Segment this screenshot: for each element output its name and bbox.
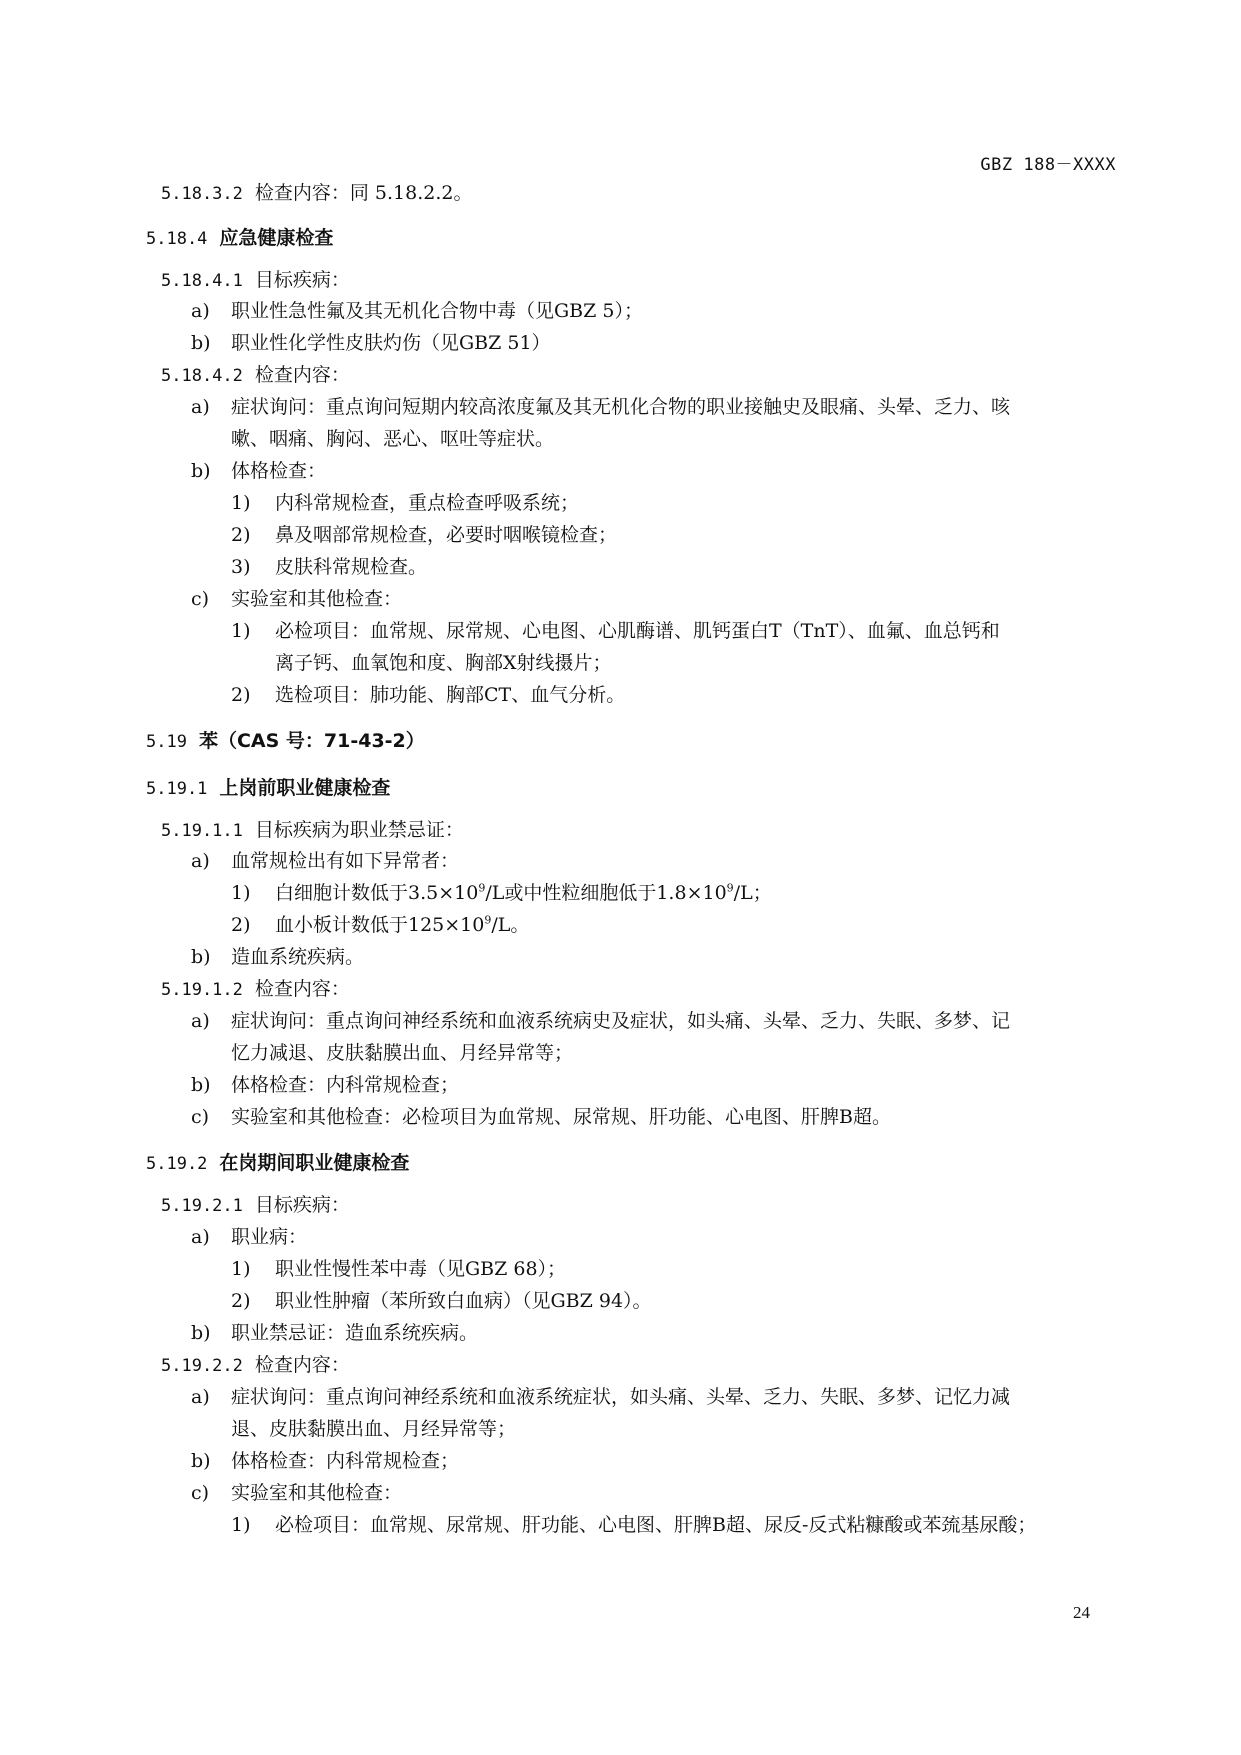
clause-5-18-4-1	[161, 267, 350, 294]
superscript: 9	[484, 913, 492, 927]
list-item	[191, 1448, 459, 1474]
list-marker: a)	[191, 1226, 210, 1248]
list-marker: b)	[191, 460, 211, 482]
page-number: 24	[1073, 1603, 1090, 1622]
sub-list-item	[231, 490, 579, 516]
sub-list-item-text-c: /L；	[733, 882, 772, 904]
clause-text: 检查内容：	[254, 1354, 350, 1376]
clause-text: 目标疾病为职业禁忌证：	[254, 819, 464, 841]
sub-list-item	[231, 912, 529, 938]
list-item	[191, 1104, 891, 1130]
clause-5-19-2-1	[161, 1192, 350, 1219]
sub-list-item-text: 选检项目：肺功能、胸部CT、血气分析。	[275, 684, 626, 706]
list-item	[191, 394, 1010, 420]
list-item-text: 症状询问：重点询问短期内较高浓度氟及其无机化合物的职业接触史及眼痛、头晕、乏力、咳	[231, 396, 1011, 418]
section-heading-5-19	[146, 728, 425, 755]
list-item-text: 体格检查：内科常规检查；	[231, 1074, 460, 1096]
clause-text: 目标疾病：	[254, 269, 350, 291]
list-item	[191, 944, 364, 970]
list-item	[191, 1008, 1010, 1034]
list-item-continuation: 嗽、咽痛、胸闷、恶心、呕吐等症状。	[231, 428, 555, 450]
sub-list-item	[231, 522, 617, 548]
sub-list-marker: 1)	[231, 1258, 251, 1280]
list-item	[191, 1320, 478, 1346]
clause-5-19-1-2	[161, 976, 350, 1003]
sub-list-marker: 1)	[231, 1514, 251, 1536]
clause-number: 5.19.1.2	[161, 980, 243, 1000]
sub-list-item-text-a: 白细胞计数低于3.5×10	[275, 882, 479, 904]
list-item-text: 实验室和其他检查：	[231, 588, 403, 610]
list-marker: c)	[191, 1482, 210, 1504]
sub-list-marker: 2)	[231, 914, 251, 936]
list-item	[191, 1384, 1010, 1410]
sub-list-item-text: 皮肤科常规检查。	[275, 556, 428, 578]
section-number: 5.19.1	[146, 779, 208, 799]
sub-list-item-text-b: /L。	[491, 914, 530, 936]
section-number: 5.19.2	[146, 1154, 208, 1174]
clause-number: 5.19.2.1	[161, 1196, 243, 1216]
sub-list-item-text-a: 血小板计数低于125×10	[275, 914, 485, 936]
sub-list-item	[231, 554, 427, 580]
sub-list-item	[231, 682, 625, 708]
list-item	[191, 458, 326, 484]
list-item	[191, 1480, 402, 1506]
document-code-header: GBZ 188－XXXX	[980, 155, 1116, 175]
sub-list-item-text: 职业性慢性苯中毒（见GBZ 68）；	[275, 1258, 567, 1280]
clause-5-19-1-1	[161, 817, 464, 844]
sub-list-item	[231, 1288, 652, 1314]
sub-list-item	[231, 880, 772, 906]
sub-list-marker: 2)	[231, 524, 251, 546]
clause-5-18-4-2	[161, 362, 350, 389]
list-item-text: 体格检查：内科常规检查；	[231, 1450, 460, 1472]
sub-list-item	[231, 1256, 566, 1282]
section-title: 苯（CAS 号：71-43-2）	[198, 730, 425, 752]
list-item-text: 职业病：	[231, 1226, 308, 1248]
section-title: 上岗前职业健康检查	[219, 777, 391, 799]
list-marker: c)	[191, 1106, 210, 1128]
list-marker: a)	[191, 1386, 210, 1408]
list-item-text: 体格检查：	[231, 460, 327, 482]
list-marker: b)	[191, 946, 211, 968]
section-heading-5-18-4	[146, 225, 333, 252]
sub-list-item	[231, 1512, 1036, 1538]
list-item	[191, 586, 402, 612]
section-number: 5.18.4	[146, 229, 208, 249]
clause-text: 目标疾病：	[254, 1194, 350, 1216]
list-marker: c)	[191, 588, 210, 610]
sub-list-item-text: 必检项目：血常规、尿常规、心电图、心肌酶谱、肌钙蛋白T（TnT）、血氟、血总钙和	[275, 620, 1000, 642]
list-marker: b)	[191, 332, 211, 354]
sub-list-marker: 1)	[231, 492, 251, 514]
sub-list-item-text: 鼻及咽部常规检查，必要时咽喉镜检查；	[275, 524, 618, 546]
sub-list-marker: 2)	[231, 1290, 251, 1312]
section-heading-5-19-1	[146, 775, 390, 802]
clause-number: 5.18.4.2	[161, 366, 243, 386]
sub-list-item-text-b: /L或中性粒细胞低于1.8×10	[485, 882, 727, 904]
list-marker: a)	[191, 300, 210, 322]
list-item	[191, 298, 643, 324]
list-item	[191, 330, 551, 356]
clause-5-18-3-2	[161, 180, 473, 207]
clause-number: 5.19.1.1	[161, 821, 243, 841]
list-item	[191, 1224, 307, 1250]
list-item-text: 职业性急性氟及其无机化合物中毒（见GBZ 5）；	[231, 300, 643, 322]
clause-text: 检查内容：	[254, 978, 350, 1000]
section-number: 5.19	[146, 732, 187, 752]
clause-number: 5.18.4.1	[161, 271, 243, 291]
superscript: 9	[726, 881, 734, 895]
clause-number: 5.19.2.2	[161, 1356, 243, 1376]
list-marker: a)	[191, 396, 210, 418]
list-marker: a)	[191, 850, 210, 872]
clause-text: 检查内容：	[254, 364, 350, 386]
superscript: 9	[478, 881, 486, 895]
section-title: 在岗期间职业健康检查	[219, 1152, 410, 1174]
section-heading-5-19-2	[146, 1150, 409, 1177]
list-item-text: 实验室和其他检查：必检项目为血常规、尿常规、肝功能、心电图、肝脾B超。	[231, 1106, 891, 1128]
sub-list-marker: 1)	[231, 620, 251, 642]
list-item-text: 职业禁忌证：造血系统疾病。	[231, 1322, 479, 1344]
list-marker: b)	[191, 1450, 211, 1472]
list-item-text: 造血系统疾病。	[231, 946, 365, 968]
list-item-text: 实验室和其他检查：	[231, 1482, 403, 1504]
list-marker: b)	[191, 1322, 211, 1344]
section-title: 应急健康检查	[219, 227, 334, 249]
list-item	[191, 1072, 459, 1098]
list-item-text: 血常规检出有如下异常者：	[231, 850, 460, 872]
clause-text: 检查内容：同 5.18.2.2。	[254, 182, 473, 204]
sub-list-item-continuation: 离子钙、血氧饱和度、胸部X射线摄片；	[275, 652, 612, 674]
list-item-continuation: 忆力减退、皮肤黏膜出血、月经异常等；	[231, 1042, 574, 1064]
sub-list-marker: 3)	[231, 556, 251, 578]
list-item-text: 症状询问：重点询问神经系统和血液系统病史及症状，如头痛、头晕、乏力、失眠、多梦、记	[231, 1010, 1011, 1032]
sub-list-item-text: 职业性肿瘤（苯所致白血病）（见GBZ 94）。	[275, 1290, 652, 1312]
list-item-text: 职业性化学性皮肤灼伤（见GBZ 51）	[231, 332, 551, 354]
clause-number: 5.18.3.2	[161, 184, 243, 204]
list-item-text: 症状询问：重点询问神经系统和血液系统症状，如头痛、头晕、乏力、失眠、多梦、记忆力减	[231, 1386, 1011, 1408]
list-marker: a)	[191, 1010, 210, 1032]
sub-list-marker: 2)	[231, 684, 251, 706]
sub-list-item-text: 必检项目：血常规、尿常规、肝功能、心电图、肝脾B超、尿反-反式粘糠酸或苯巯基尿酸；	[275, 1514, 1037, 1536]
clause-5-19-2-2	[161, 1352, 350, 1379]
sub-list-item-text: 内科常规检查，重点检查呼吸系统；	[275, 492, 580, 514]
list-marker: b)	[191, 1074, 211, 1096]
sub-list-item	[231, 618, 1000, 644]
sub-list-marker: 1)	[231, 882, 251, 904]
list-item-continuation: 退、皮肤黏膜出血、月经异常等；	[231, 1418, 517, 1440]
list-item	[191, 848, 459, 874]
